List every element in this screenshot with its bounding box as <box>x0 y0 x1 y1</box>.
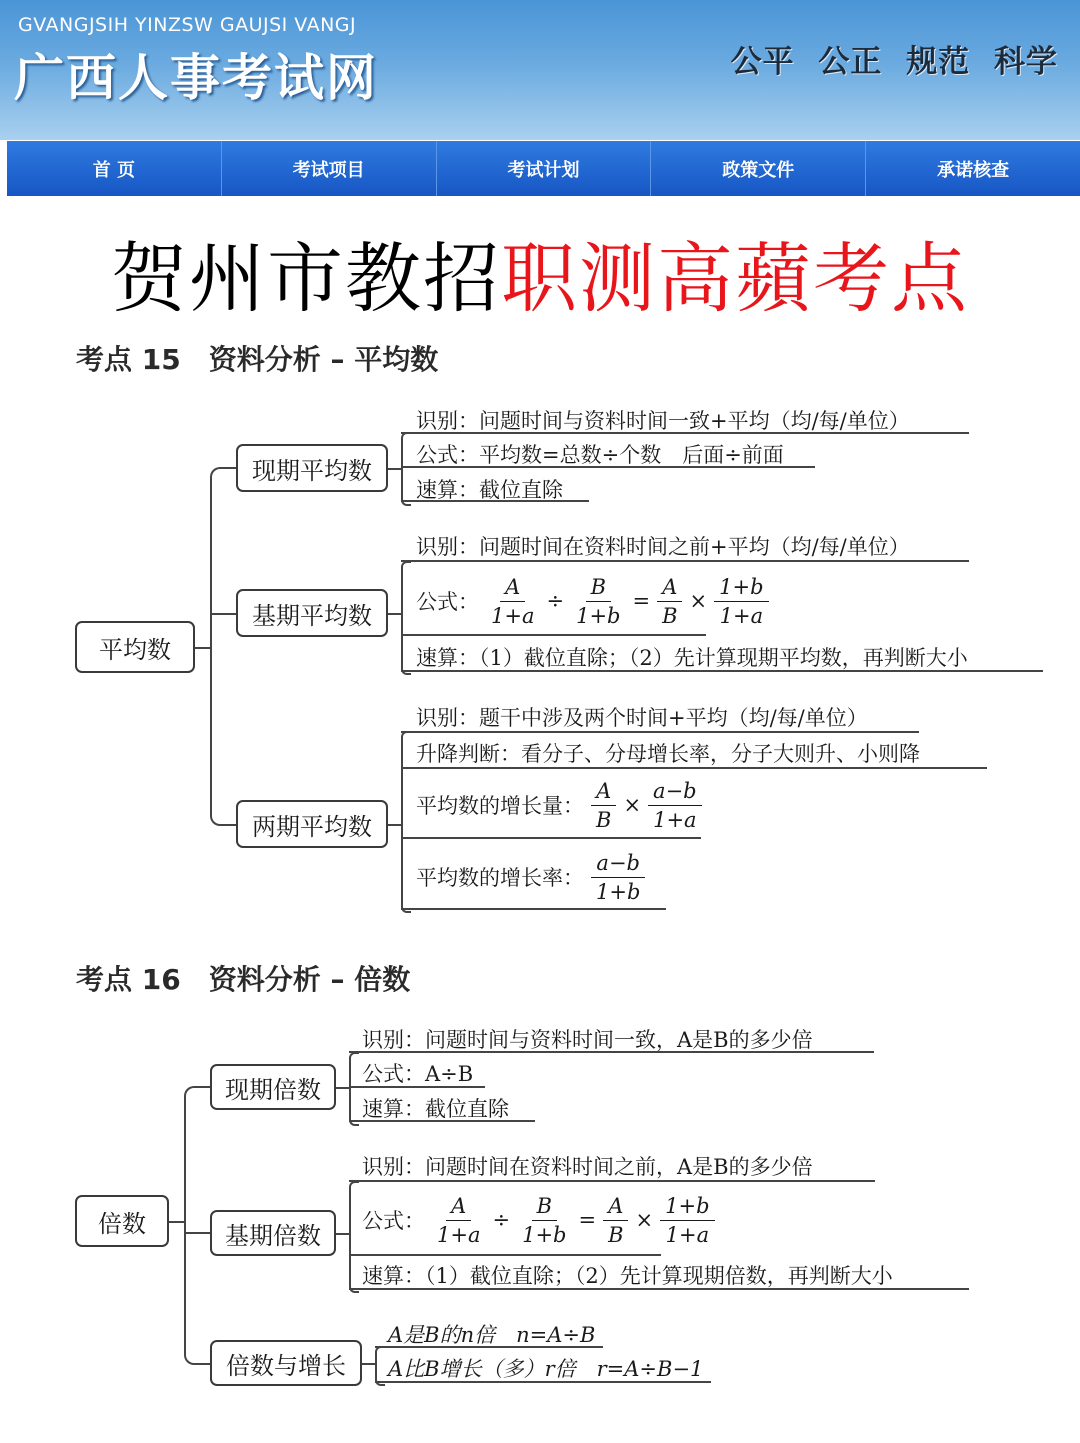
s15-base-quick: 速算：（1）截位直除；（2）先计算现期平均数，再判断大小 <box>416 646 968 670</box>
s15-base-underline-2 <box>401 634 706 636</box>
s15-frac-3: $\frac{A}{B}$ <box>657 575 682 628</box>
main-nav <box>7 141 1080 196</box>
s15-base-node: 基期平均数 <box>236 589 388 637</box>
s15-two-underline-2 <box>401 767 987 769</box>
nav-home[interactable]: 首 页 <box>7 141 222 196</box>
s15-current-formula: 公式：平均数=总数÷个数 后面÷前面 <box>416 443 784 467</box>
nav-policy-docs[interactable]: 政策文件 <box>651 141 866 196</box>
s16-current-underline-1 <box>349 1051 874 1053</box>
s15-growth-rate-label: 平均数的增长率： <box>416 866 584 890</box>
s15-frac-4: $\frac{1+b}{1+a}$ <box>714 575 768 628</box>
s15-base-formula-label: 公式： <box>416 590 479 614</box>
s15-current-brace <box>401 432 411 506</box>
s15-current-underline-3 <box>401 500 589 502</box>
s16-base-formula: 公式： $\frac{A}{1+a}$ ÷ $\frac{B}{1+b}$ = $\frac{A}{B}$ × $\frac{1+b}{1+a}$ <box>362 1187 718 1253</box>
nav-exam-plan[interactable]: 考试计划 <box>437 141 652 196</box>
s15-root-connector <box>195 647 211 649</box>
s15-current-identify: 识别：问题时间与资料时间一致+平均（均/每/单位） <box>416 409 910 433</box>
s15-base-identify: 识别：问题时间在资料时间之前+平均（均/每/单位） <box>416 535 910 559</box>
s15-current-node: 现期平均数 <box>236 444 388 492</box>
s16-root-connector <box>169 1221 185 1223</box>
s16-growth-underline-2 <box>375 1381 711 1383</box>
s15-base-formula: 公式： $\frac{A}{1+a}$ ÷ $\frac{B}{1+b}$ = $\frac{A}{B}$ × $\frac{1+b}{1+a}$ <box>416 568 772 634</box>
s16-current-identify: 识别：问题时间与资料时间一致，A是B的多少倍 <box>362 1028 813 1052</box>
s15-mid-connector <box>210 613 236 615</box>
s15-two-underline-1 <box>401 731 919 733</box>
s15-base-brace <box>401 561 411 675</box>
s15-current-underline-1 <box>401 432 969 434</box>
s16-current-quick: 速算：截位直除 <box>362 1097 509 1121</box>
s15-two-underline-3 <box>401 837 701 839</box>
s15-two-brace <box>401 731 411 913</box>
s16-current-underline-3 <box>349 1120 535 1122</box>
s16-mid-connector <box>184 1232 210 1234</box>
s15-current-link <box>388 468 402 470</box>
s16-root-node: 倍数 <box>75 1195 169 1247</box>
s16-growth-line2: A比B增长（多）r倍 r=A÷B−1 <box>388 1357 704 1381</box>
s15-base-underline-1 <box>401 560 969 562</box>
site-pinyin: GVANGJSIH YINZSW GAUJSI VANGJ <box>18 14 357 36</box>
s16-current-node: 现期倍数 <box>210 1064 336 1110</box>
s16-base-node: 基期倍数 <box>210 1210 336 1256</box>
s15-growth-amount-label: 平均数的增长量： <box>416 794 584 818</box>
s16-frac-1: $\frac{A}{1+a}$ <box>437 1193 481 1247</box>
site-slogan: 公平 公正 规范 科学 <box>730 44 1058 80</box>
s16-base-quick: 速算：（1）截位直除；（2）先计算现期倍数，再判断大小 <box>362 1264 893 1288</box>
s15-two-underline-4 <box>401 908 666 910</box>
nav-exam-items[interactable]: 考试项目 <box>222 141 437 196</box>
s16-base-link <box>336 1233 350 1235</box>
s15-two-link <box>388 824 402 826</box>
s16-tree-upper <box>184 1086 212 1223</box>
s16-frac-2: $\frac{B}{1+b}$ <box>522 1193 567 1247</box>
s15-current-quick: 速算：截位直除 <box>416 478 563 502</box>
s16-current-formula: 公式：A÷B <box>362 1062 474 1086</box>
s15-two-identify: 识别：题干中涉及两个时间+平均（均/每/单位） <box>416 706 868 730</box>
s15-current-underline-2 <box>401 466 815 468</box>
s15-growth-amount: 平均数的增长量： $\frac{A}{B}$ × $\frac{a-b}{1+a}$ <box>416 772 705 838</box>
s16-base-underline-3 <box>349 1288 969 1290</box>
s15-frac-1: $\frac{A}{1+a}$ <box>491 574 535 628</box>
s15-growth-rate: 平均数的增长率： $\frac{a-b}{1+b}$ <box>416 844 648 910</box>
s16-growth-link <box>362 1363 376 1365</box>
s15-tree-lower <box>210 647 238 826</box>
page-headline <box>0 218 1080 327</box>
s16-current-link <box>336 1087 350 1089</box>
section16-title: 考点 16 资料分析 – 倍数 <box>76 963 411 996</box>
s15-base-link <box>388 613 402 615</box>
s16-growth-brace <box>375 1346 385 1386</box>
s16-growth-line1: A是B的n倍 n=A÷B <box>388 1323 596 1347</box>
s16-frac-3: $\frac{A}{B}$ <box>603 1194 628 1247</box>
s16-base-underline-2 <box>349 1254 661 1256</box>
s15-two-node: 两期平均数 <box>236 800 388 848</box>
s16-base-identify: 识别：问题时间在资料时间之前，A是B的多少倍 <box>362 1155 813 1179</box>
s15-tree-upper <box>210 467 238 649</box>
headline-black: 贺州市教招 <box>111 234 501 323</box>
s15-root-node: 平均数 <box>75 621 195 673</box>
s16-frac-4: $\frac{1+b}{1+a}$ <box>660 1194 714 1247</box>
section15-title: 考点 15 资料分析 – 平均数 <box>76 343 439 376</box>
s15-base-underline-3 <box>401 670 1043 672</box>
headline-red: 职测高蘋考点 <box>501 234 969 323</box>
s16-base-underline-1 <box>349 1180 875 1182</box>
s16-base-formula-label: 公式： <box>362 1209 425 1233</box>
s16-growth-underline-1 <box>375 1346 603 1348</box>
s16-current-brace <box>349 1052 359 1126</box>
site-logo-text[interactable]: 广西人事考试网 <box>14 49 378 107</box>
s16-growth-node: 倍数与增长 <box>210 1340 362 1386</box>
s16-tree-lower <box>184 1221 212 1365</box>
site-banner <box>0 0 1080 140</box>
s15-frac-2: $\frac{B}{1+b}$ <box>576 574 621 628</box>
nav-commitment-check[interactable]: 承诺核查 <box>937 159 1010 181</box>
s16-current-underline-2 <box>349 1086 485 1088</box>
s15-two-rise: 升降判断：看分子、分母增长率，分子大则升、小则降 <box>416 742 920 766</box>
s16-base-brace <box>349 1181 359 1293</box>
